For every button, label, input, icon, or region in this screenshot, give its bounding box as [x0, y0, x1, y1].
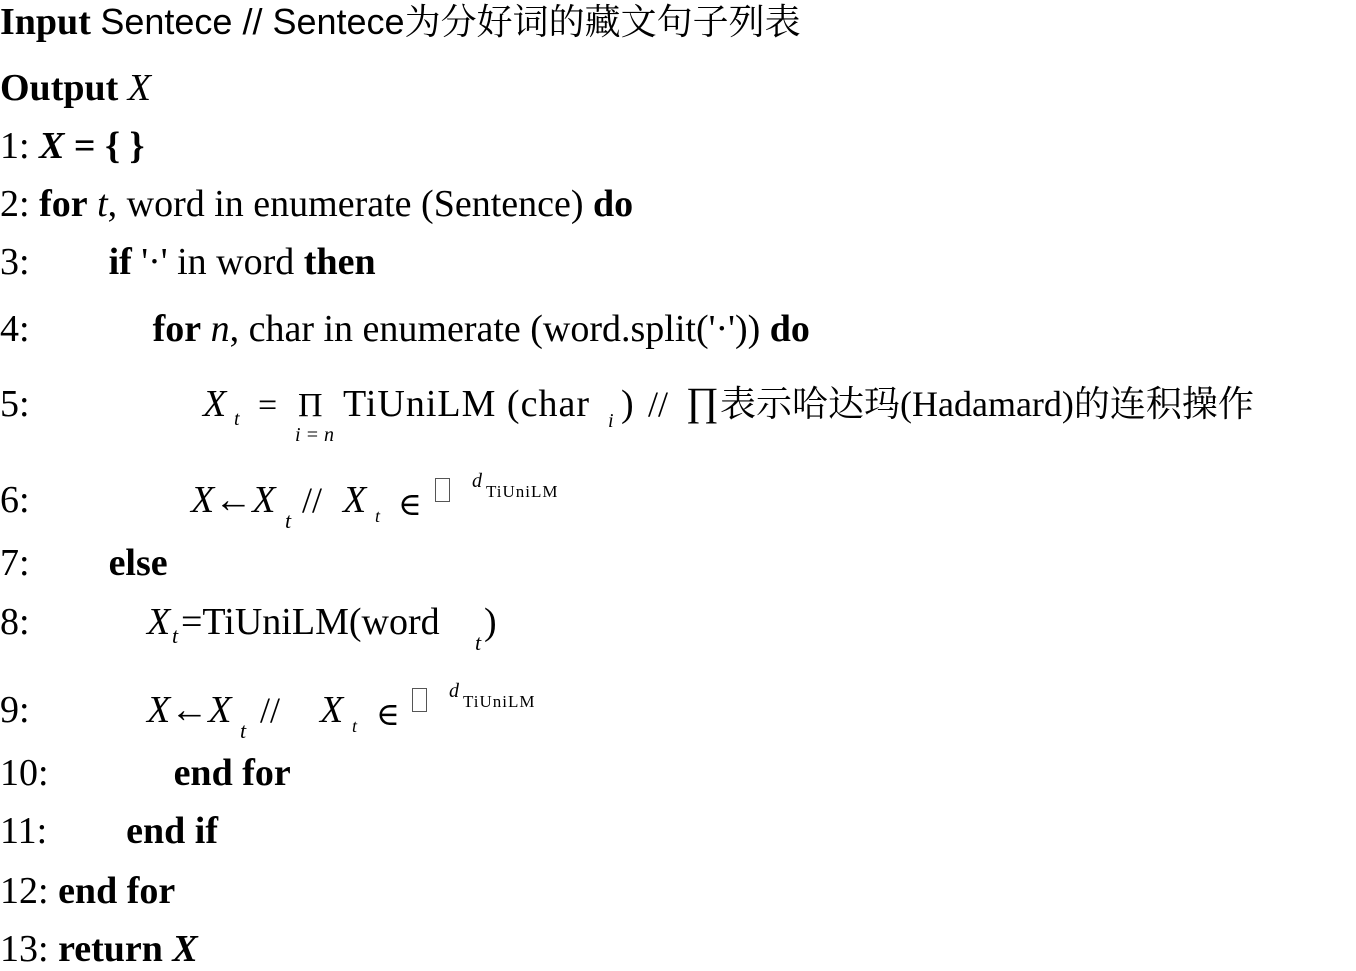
condition-text: '·' in word [141, 241, 295, 283]
keyword-if: if [108, 241, 132, 283]
assignment-text: =TiUniLM(word [181, 601, 440, 643]
line-number: 6: [0, 479, 30, 521]
var-n: n [210, 308, 230, 350]
var-x: X [147, 601, 171, 643]
var-x: X [320, 689, 344, 731]
line-number: 10: [0, 752, 49, 794]
comment-slashes: // [302, 480, 323, 520]
dimension-d: d [472, 470, 482, 492]
line-11 [0, 809, 218, 853]
close-paren: ) [484, 601, 497, 643]
keyword-do: do [769, 308, 810, 350]
subscript-t: t [352, 716, 358, 736]
subscript-t: t [240, 718, 247, 743]
input-keyword: Input [0, 1, 91, 43]
product-symbol: Π [298, 387, 323, 424]
line-number: 2: [0, 183, 30, 225]
keyword-else: else [108, 542, 168, 584]
real-numbers-icon [412, 688, 427, 712]
product-subscript: i = n [295, 424, 335, 446]
line-number: 9: [0, 689, 30, 731]
line-number: 11: [0, 810, 48, 852]
keyword-do: do [593, 183, 634, 225]
output-keyword: Output [0, 67, 119, 109]
keyword-end-for: end for [173, 752, 291, 794]
comment-text: 表示哈达玛(Hadamard)的连积操作 [720, 384, 1254, 424]
loop-text: , char in enumerate (word.split('·')) [229, 308, 761, 350]
line-number: 7: [0, 542, 30, 584]
line-1 [0, 124, 145, 168]
line-number: 3: [0, 241, 30, 283]
subscript-t: t [285, 508, 292, 533]
comment-slashes: // [648, 384, 669, 424]
var-x: X [172, 928, 198, 970]
assignment-lhs: X←X [147, 689, 232, 731]
close-paren: ) [621, 383, 634, 425]
dimension-d: d [449, 680, 459, 702]
keyword-for: for [152, 308, 202, 350]
real-numbers-icon [435, 478, 450, 502]
var-t: t [97, 183, 108, 225]
element-of: ∈ [398, 486, 422, 522]
line-number: 1: [0, 125, 30, 167]
keyword-end-for: end for [58, 870, 176, 912]
assignment-lhs: X←X [191, 479, 276, 521]
dimension-subscript: TiUniLM [463, 692, 536, 711]
line-10 [0, 751, 291, 795]
line-7 [0, 541, 168, 585]
var-x: X [203, 383, 227, 425]
output-line [0, 66, 151, 110]
element-of: ∈ [376, 696, 400, 732]
comment-slashes: // [260, 690, 281, 730]
subscript-i: i [608, 410, 614, 432]
line-number: 5: [0, 383, 30, 425]
line-3 [0, 240, 376, 284]
subscript-t: t [234, 408, 240, 430]
line-number: 4: [0, 308, 30, 350]
loop-text: , word in enumerate (Sentence) [107, 183, 584, 225]
keyword-then: then [303, 241, 376, 283]
subscript-t: t [375, 506, 381, 526]
line-number: 13: [0, 928, 49, 970]
line-number: 12: [0, 870, 49, 912]
output-var: X [127, 67, 151, 109]
equals-sign: = [258, 387, 278, 424]
var-x: X [343, 479, 367, 521]
input-text: Sentece // Sentece [100, 1, 405, 42]
line-number: 8: [0, 601, 30, 643]
input-comment: 为分好词的藏文句子列表 [404, 1, 801, 42]
function-call: TiUniLM (char [343, 383, 590, 425]
keyword-end-if: end if [126, 810, 219, 852]
var-x: X [39, 125, 65, 167]
keyword-return: return [58, 928, 163, 970]
comment-product-symbol: ∏ [686, 379, 719, 424]
subscript-t: t [172, 623, 179, 648]
assign-empty: = { } [73, 125, 145, 167]
keyword-for: for [39, 183, 88, 225]
subscript-t: t [475, 630, 482, 655]
line-4 [0, 307, 810, 351]
line-13 [0, 927, 198, 971]
line-12 [0, 869, 175, 913]
dimension-subscript: TiUniLM [486, 482, 559, 501]
line-2 [0, 182, 633, 226]
input-line [0, 0, 801, 44]
